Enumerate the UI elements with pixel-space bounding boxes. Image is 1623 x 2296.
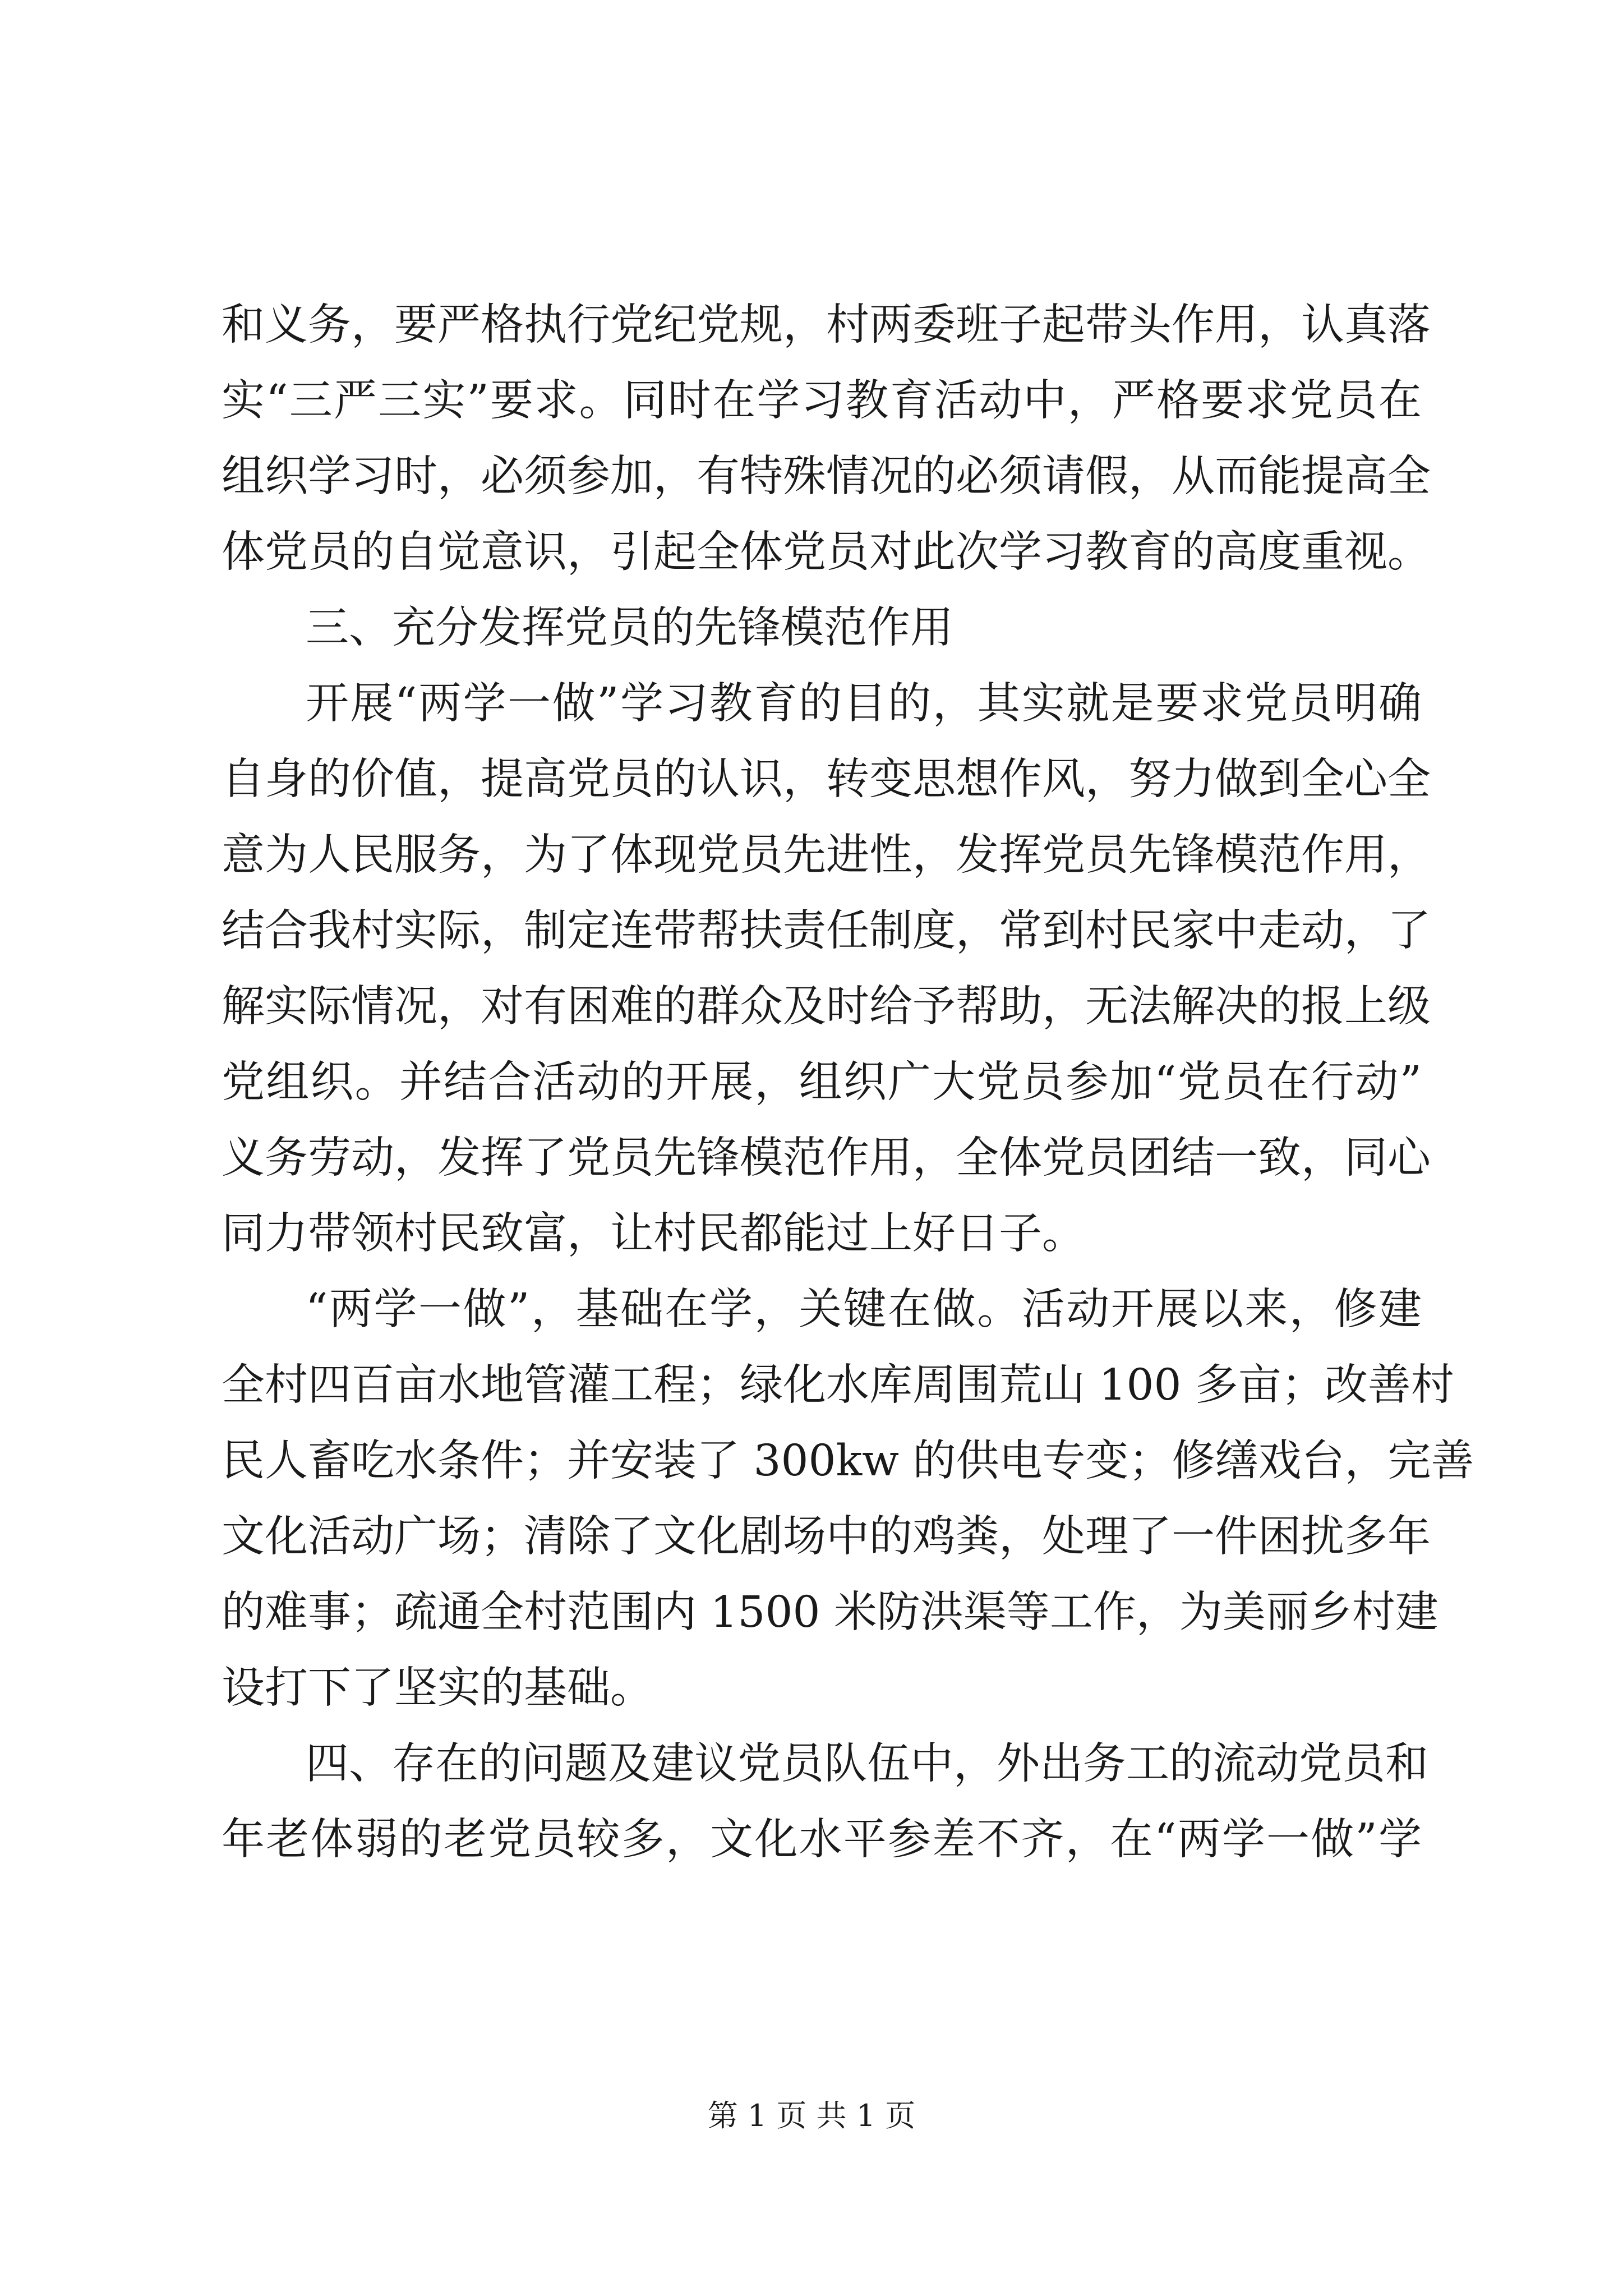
body-text-line: 体党员的自觉意识，引起全体党员对此次学习教育的高度重视。 (222, 527, 1431, 577)
body-text-line: 文化活动广场；清除了文化剧场中的鸡粪，处理了一件困扰多年 (222, 1512, 1431, 1562)
body-text-line: 开展“两学一做”学习教育的目的，其实就是要求党员明确 (306, 679, 1422, 729)
body-text-line: “两学一做”，基础在学，关键在做。活动开展以来，修建 (306, 1285, 1422, 1335)
body-text-line: 党组织。并结合活动的开展，组织广大党员参加“党员在行动” (222, 1057, 1422, 1107)
body-text-line: 设打下了坚实的基础。 (222, 1663, 653, 1713)
body-text-line: 全村四百亩水地管灌工程；绿化水库周围荒山 100 多亩；改善村 (222, 1360, 1454, 1410)
body-text-line: 意为人民服务，为了体现党员先进性，发挥党员先锋模范作用， (222, 830, 1431, 880)
section-heading: 三、充分发挥党员的先锋模范作用 (306, 603, 953, 653)
body-text-line: 民人畜吃水条件；并安装了 300kw 的供电专变；修缮戏台，完善 (222, 1436, 1474, 1486)
body-text-line: 同力带领村民致富，让村民都能过上好日子。 (222, 1209, 1085, 1259)
body-text-line: 自身的价值，提高党员的认识，转变思想作风，努力做到全心全 (222, 754, 1431, 804)
body-text-line: 解实际情况，对有困难的群众及时给予帮助，无法解决的报上级 (222, 982, 1431, 1032)
page-number-footer: 第 1 页 共 1 页 (707, 2098, 916, 2133)
body-text-line: 组织学习时，必须参加，有特殊情况的必须请假，从而能提高全 (222, 452, 1431, 501)
body-text-line: 年老体弱的老党员较多，文化水平参差不齐，在“两学一做”学 (222, 1815, 1422, 1865)
body-text-line: 和义务，要严格执行党纪党规，村两委班子起带头作用，认真落 (222, 300, 1431, 350)
body-text-line: 实“三严三实”要求。同时在学习教育活动中，严格要求党员在 (222, 376, 1422, 426)
section-heading: 四、存在的问题及建议党员队伍中，外出务工的流动党员和 (306, 1739, 1428, 1789)
body-text-line: 结合我村实际，制定连带帮扶责任制度，常到村民家中走动，了 (222, 906, 1431, 956)
body-text-line: 的难事；疏通全村范围内 1500 米防洪渠等工作，为美丽乡村建 (222, 1588, 1438, 1637)
body-text-line: 义务劳动，发挥了党员先锋模范作用，全体党员团结一致，同心 (222, 1133, 1431, 1183)
